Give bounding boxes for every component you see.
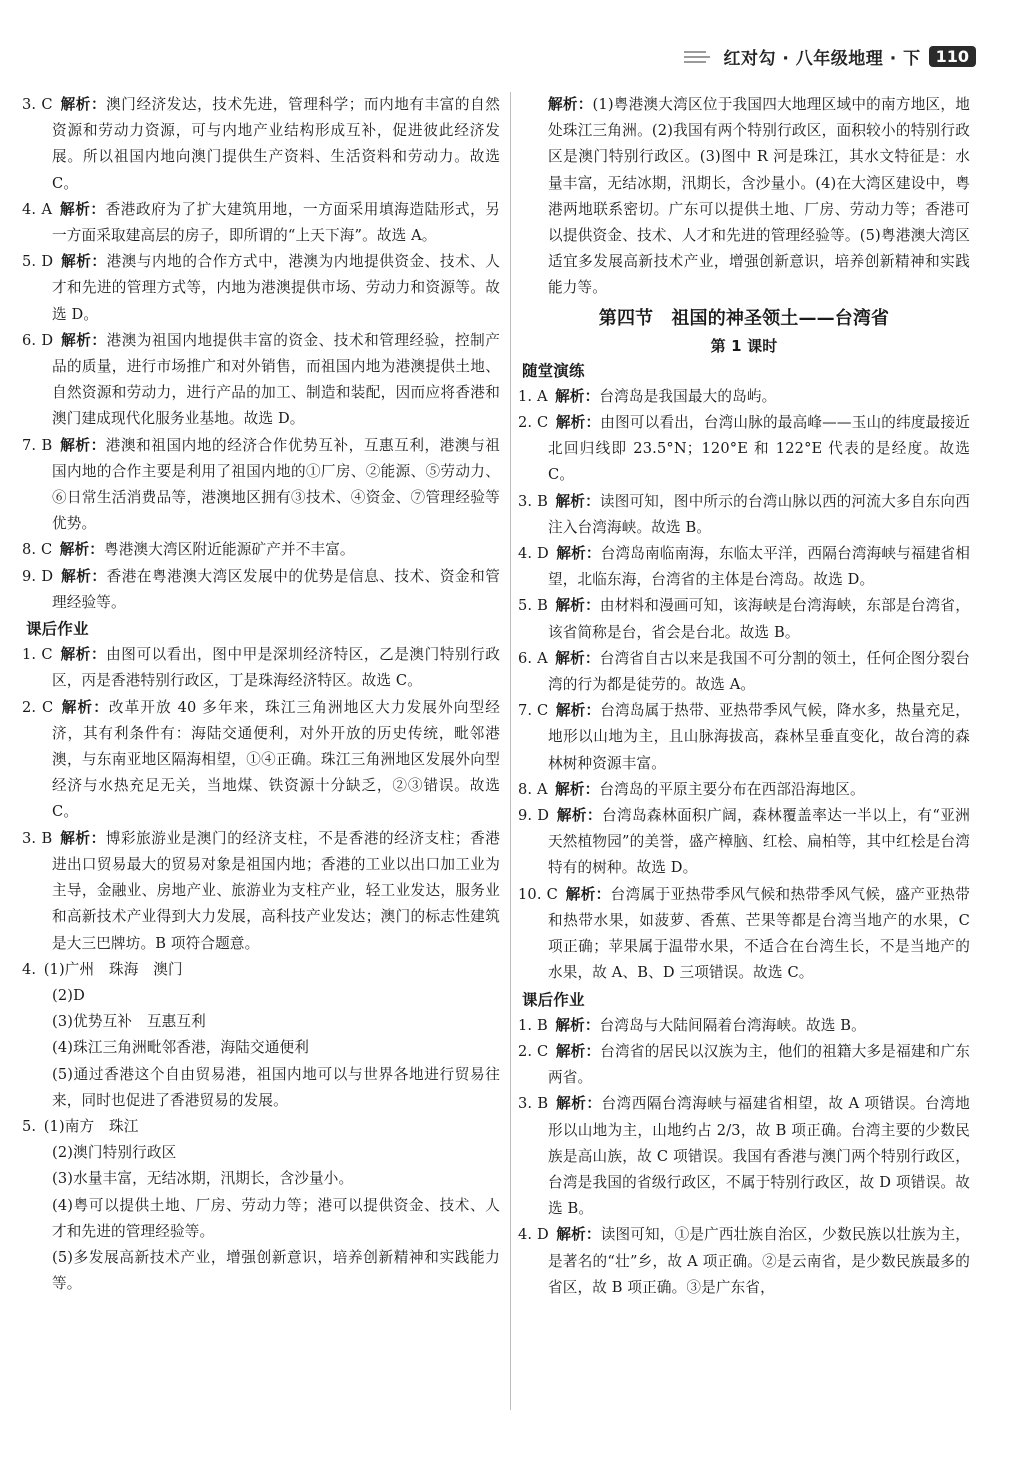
- page-header: [684, 44, 977, 69]
- answer-number: 9. D: [518, 807, 550, 825]
- answer-item: [518, 1222, 970, 1301]
- analysis-label: 解析：: [59, 436, 106, 454]
- answer-text: (1)广州 珠海 澳门: [43, 960, 183, 978]
- analysis-label: 解析：: [555, 649, 600, 667]
- answer-number: 5. D: [22, 253, 54, 271]
- sub-answer: (4)粤可以提供土地、厂房、劳动力等；港可以提供资金、技术、人才和先进的管理经验等。: [52, 1196, 500, 1240]
- answer-item: [22, 433, 500, 538]
- analysis-label: 解析：: [60, 646, 107, 664]
- answer-text: 台湾省自古以来是我国不可分割的领土，任何企图分裂台湾的行为都是徒劳的。故选 A。: [548, 649, 971, 694]
- answer-text: 粤港澳大湾区附近能源矿产并不丰富。: [104, 541, 355, 559]
- answer-text: 港澳与内地的合作方式中，港澳为内地提供资金、技术、人才和先进的管理方式等，内地为港澳提供市场、劳动力和资源等。故选 D。: [52, 253, 501, 323]
- answer-text: 读图可知，①是广西壮族自治区，少数民族以壮族为主，是著名的“壮”乡，故 A 项正确。②是云南省，是少数民族最多的省区，故 B 项正确。③是广东省，: [548, 1226, 970, 1296]
- answer-item: [22, 1114, 500, 1140]
- analysis-label: 解析：: [59, 200, 106, 218]
- answer-text: 由图可以看出，台湾山脉的最高峰——玉山的纬度最接近北回归线即 23.5°N；120°E 和 122°E 代表的是经度。故选 C。: [548, 414, 970, 484]
- answer-item: [22, 249, 500, 328]
- analysis-label: 解析：: [555, 1016, 600, 1034]
- answer-text: 香港在粤港澳大湾区发展中的优势是信息、技术、资金和管理经验等。: [52, 567, 501, 611]
- analysis-label: 解析：: [60, 698, 109, 716]
- analysis-label: 解析：: [555, 780, 600, 798]
- answer-text: (1)粤港澳大湾区位于我国四大地理区域中的南方地区，地处珠江三角洲。(2)我国有两个特别行政区，面积较小的特别行政区是澳门特别行政区。(3)图中 R 河是珠江，其水文特征是：水量丰富，无结冰期，汛期长，含沙量小。(4)在大湾区建设中，粤港两地联系密切。广东可以提供土地、厂房、劳动力等；香港可以提供资金、技术、人才和先进的管理经验等。(5)粤港澳大湾区适宜多发展高新技术产业，增强创新意识，培养创新精神和实践能力等。: [548, 96, 970, 297]
- analysis-label: 解析：: [60, 96, 107, 113]
- chapter-title: 第四节 祖国的神圣领土——台湾省: [598, 307, 890, 329]
- page-number: 110: [929, 46, 976, 67]
- answer-text: 香港政府为了扩大建筑用地，一方面采用填海造陆形式，另一方面采取建高层的房子，即所谓的“上天下海”。故选 A。: [52, 200, 501, 245]
- answer-number: 10. C: [518, 885, 559, 903]
- analysis-label: 解析：: [59, 541, 105, 559]
- answer-number: 2. C: [22, 698, 54, 716]
- answer-item: [22, 328, 500, 433]
- answer-number: 4.: [22, 960, 37, 978]
- answer-text: 台湾岛森林面积广阔，森林覆盖率达一半以上，有“亚洲天然植物园”的美誉，盛产樟脑、红桧、扁柏等，其中红桧是台湾特有的树种。故选 D。: [548, 807, 970, 877]
- book-title: 红对勾 · 八年级地理 · 下: [723, 49, 921, 69]
- answer-number: 4. D: [518, 1226, 549, 1244]
- analysis-label: 解析：: [548, 96, 593, 113]
- answer-text: 由材料和漫画可知，该海峡是台湾海峡，东部是台湾省，该省简称是台，省会是台北。故选 B。: [548, 597, 970, 641]
- answer-item: [518, 541, 970, 593]
- answer-number: 5. B: [518, 597, 548, 615]
- header-decoration-icon: [684, 51, 710, 63]
- answer-item: [518, 1091, 970, 1222]
- answer-text: 港澳和祖国内地的经济合作优势互补，互惠互利，港澳与祖国内地的合作主要是利用了祖国内地的①厂房、②能源、⑤劳动力、⑥日常生活消费品等，港澳地区拥有③技术、④资金、⑦管理经验等优势。: [52, 436, 501, 533]
- answer-text: 台湾岛与大陆间隔着台湾海峡。故选 B。: [599, 1016, 866, 1034]
- answer-analysis-continued: [518, 92, 970, 302]
- analysis-label: 解析：: [555, 597, 600, 615]
- answer-item: [518, 646, 970, 698]
- answer-item: [518, 384, 970, 410]
- answer-text: 由图可以看出，图中甲是深圳经济特区，乙是澳门特别行政区，丙是香港特别行政区，丁是珠海经济特区。故选 C。: [52, 646, 500, 690]
- answer-number: 1. B: [518, 1016, 548, 1034]
- analysis-label: 解析：: [555, 414, 601, 432]
- analysis-label: 解析：: [60, 253, 107, 271]
- section-heading: 随堂演练: [522, 361, 585, 380]
- answer-text: 港澳为祖国内地提供丰富的资金、技术和管理经验，控制产品的质量，进行市场推广和对外销售，而祖国内地为港澳提供土地、自然资源和劳动力，进行产品的加工、制造和装配，因而应将香港和澳门建成现代化服务业基地。故选 D。: [52, 331, 501, 428]
- answer-number: 4. A: [22, 200, 53, 218]
- sub-answer: (3)优势互补 互惠互利: [52, 1013, 206, 1031]
- answer-number: 3. B: [518, 492, 548, 510]
- answer-item: [518, 882, 970, 987]
- analysis-label: 解析：: [556, 1226, 601, 1244]
- answer-text: 台湾省的居民以汉族为主，他们的祖籍大多是福建和广东两省。: [548, 1042, 970, 1087]
- answer-item: [22, 826, 500, 957]
- sub-answer: (5)多发展高新技术产业，增强创新意识，培养创新精神和实践能力等。: [52, 1248, 500, 1293]
- answer-text: 台湾岛属于热带、亚热带季风气候，降水多，热量充足，地形以山地为主，且山脉海拔高，森林呈垂直变化，故台湾的森林树种资源丰富。: [548, 702, 970, 772]
- analysis-label: 解析：: [60, 331, 107, 349]
- answer-number: 3. B: [22, 829, 53, 847]
- answer-number: 4. D: [518, 545, 549, 563]
- analysis-label: 解析：: [555, 702, 601, 720]
- answer-item: [518, 593, 970, 645]
- answer-text: 台湾属于亚热带季风气候和热带季风气候，盛产亚热带和热带水果，如菠萝、香蕉、芒果等都是台湾当地产的水果，C 项正确；苹果属于温带水果，不适合在台湾生长，不是当地产的水果，故 A、B、D 三项错误。故选 C。: [548, 885, 971, 982]
- left-column: [22, 92, 500, 1297]
- analysis-label: 解析：: [555, 387, 600, 405]
- answer-item: [518, 1039, 970, 1091]
- answer-item: [22, 695, 500, 826]
- answer-item: [22, 564, 500, 616]
- answer-number: 8. A: [518, 780, 548, 798]
- answer-number: 3. C: [22, 96, 53, 113]
- sub-answer: (2)澳门特别行政区: [52, 1144, 177, 1162]
- answer-text: 台湾岛的平原主要分布在西部沿海地区。: [599, 780, 865, 798]
- section-heading: 课后作业: [26, 620, 89, 639]
- answer-number: 3. B: [518, 1095, 549, 1113]
- answer-item: [518, 489, 970, 541]
- column-divider: [510, 92, 511, 1410]
- analysis-label: 解析：: [565, 885, 611, 903]
- answer-item: [518, 698, 970, 777]
- answer-item: [22, 537, 500, 563]
- answer-item: [518, 803, 970, 882]
- lesson-title: 第 1 课时: [710, 336, 778, 355]
- answer-number: 1. A: [518, 387, 548, 405]
- answer-item: [22, 642, 500, 694]
- section-heading: 课后作业: [522, 990, 585, 1009]
- answer-number: 8. C: [22, 541, 53, 559]
- answer-number: 6. D: [22, 331, 54, 349]
- answer-item: [22, 957, 500, 983]
- sub-answer: (2)D: [52, 986, 85, 1004]
- answer-number: 1. C: [22, 646, 53, 664]
- answer-text: 读图可知，图中所示的台湾山脉以西的河流大多自东向西注入台湾海峡。故选 B。: [548, 492, 970, 536]
- sub-answer: (3)水量丰富，无结冰期，汛期长，含沙量小。: [52, 1170, 354, 1188]
- sub-answer: (5)通过香港这个自由贸易港，祖国内地可以与世界各地进行贸易往来，同时也促进了香港贸易的发展。: [52, 1065, 500, 1109]
- analysis-label: 解析：: [556, 545, 601, 563]
- answer-number: 2. C: [518, 1042, 549, 1060]
- right-column: [518, 92, 970, 1301]
- analysis-label: 解析：: [555, 1042, 601, 1060]
- answer-text: 台湾西隔台湾海峡与福建省相望，故 A 项错误。台湾地形以山地为主，山地约占 2/3，故 B 项正确。台湾主要的少数民族是高山族，故 C 项错误。我国有香港与澳门两个特别行政区，台湾是我国的省级行政区，不属于特别行政区，故 D 项错误。故选 B。: [548, 1095, 971, 1218]
- answer-text: 台湾岛南临南海，东临太平洋，西隔台湾海峡与福建省相望，北临东海，台湾省的主体是台湾岛。故选 D。: [548, 545, 970, 589]
- answer-item: [518, 410, 970, 489]
- answer-item: [22, 197, 500, 249]
- analysis-label: 解析：: [60, 567, 107, 585]
- answer-number: 7. C: [518, 702, 549, 720]
- analysis-label: 解析：: [59, 829, 106, 847]
- analysis-label: 解析：: [555, 492, 600, 510]
- answer-number: 9. D: [22, 567, 54, 585]
- analysis-label: 解析：: [555, 1095, 602, 1113]
- sub-answer: (4)珠江三角洲毗邻香港，海陆交通便利: [52, 1039, 310, 1057]
- answer-text: 澳门经济发达，技术先进，管理科学；而内地有丰富的自然资源和劳动力资源，可与内地产业结构形成互补，促进彼此经济发展。所以祖国内地向澳门提供生产资料、生活资料和劳动力。故选 C。: [52, 96, 500, 192]
- answer-number: 7. B: [22, 436, 53, 454]
- answer-item: [22, 92, 500, 197]
- answer-number: 2. C: [518, 414, 549, 432]
- answer-text: 改革开放 40 多年来，珠江三角洲地区大力发展外向型经济，其有利条件有：海陆交通便利，对外开放的历史传统，毗邻港澳，与东南亚地区隔海相望，①④正确。珠江三角洲地区发展外向型经济与水热充足无关，当地煤、铁资源十分缺乏，②③错误。故选 C。: [52, 698, 500, 821]
- answer-text: 博彩旅游业是澳门的经济支柱，不是香港的经济支柱；香港进出口贸易最大的贸易对象是祖国内地；香港的工业以出口加工业为主导，金融业、房地产业、旅游业为支柱产业，轻工业发达，服务业和高新技术产业得到大力发展，高科技产业发达；澳门的标志性建筑是大三巴牌坊。B 项符合题意。: [52, 829, 501, 952]
- answer-item: [518, 777, 970, 803]
- analysis-label: 解析：: [556, 807, 602, 825]
- answer-text: 台湾岛是我国最大的岛屿。: [599, 387, 777, 405]
- answer-item: [518, 1013, 970, 1039]
- answer-number: 5.: [22, 1117, 37, 1135]
- answer-text: (1)南方 珠江: [43, 1117, 139, 1135]
- answer-number: 6. A: [518, 649, 548, 667]
